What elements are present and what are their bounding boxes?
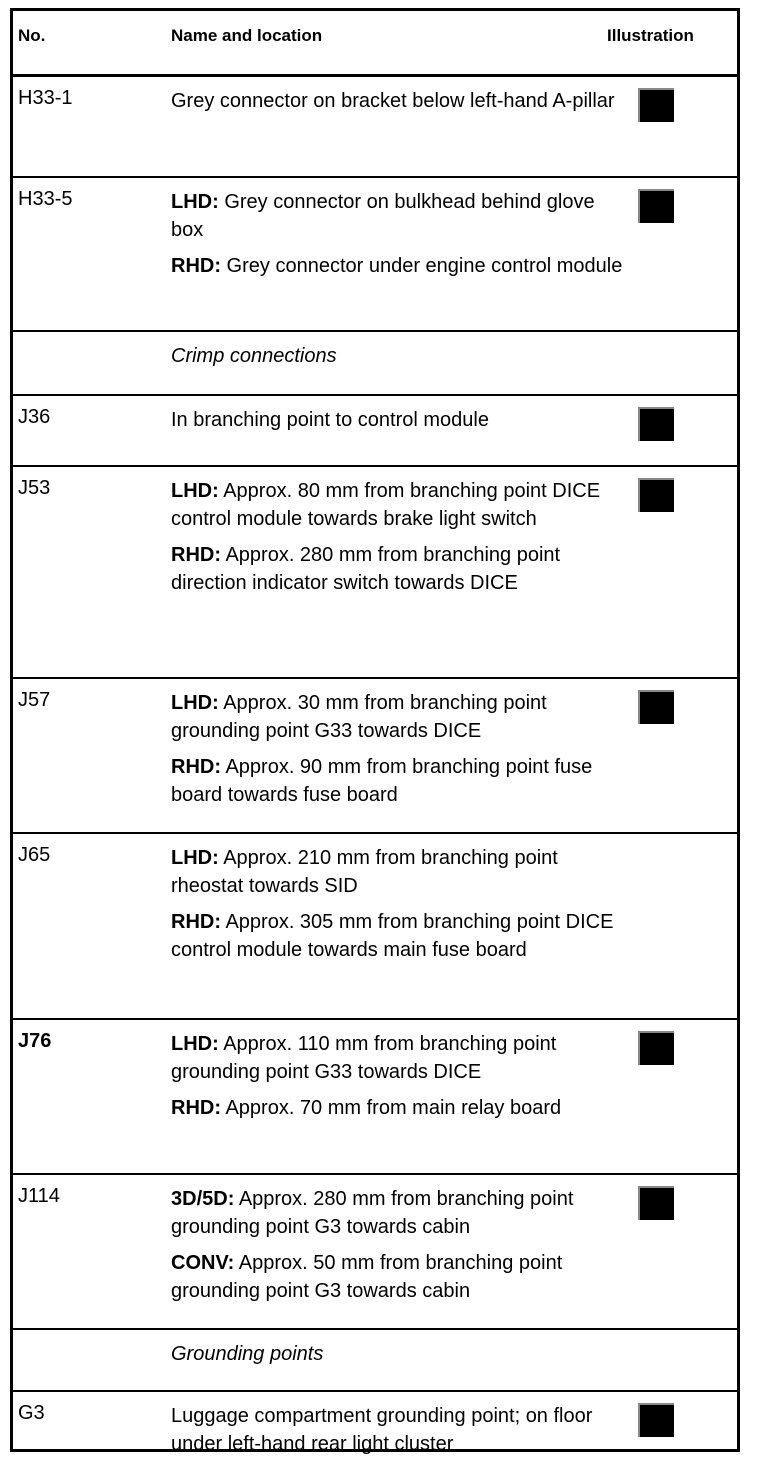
row-description — [171, 406, 631, 442]
description-paragraph — [171, 1094, 631, 1122]
row-description — [171, 477, 631, 605]
paragraph-text: Grey connector under engine control module — [221, 255, 623, 277]
row-description — [171, 844, 631, 972]
description-paragraph — [171, 753, 631, 809]
paragraph-tag: 3D/5D: — [171, 1188, 235, 1210]
row-number: H33-5 — [18, 188, 73, 210]
illustration-thumbnail[interactable] — [638, 690, 674, 724]
row-number: G3 — [18, 1402, 45, 1424]
description-paragraph — [171, 541, 631, 597]
paragraph-text: In branching point to control module — [171, 409, 489, 431]
paragraph-tag: LHD: — [171, 480, 219, 502]
paragraph-tag: RHD: — [171, 756, 221, 778]
description-paragraph — [171, 406, 631, 434]
table-row — [13, 679, 737, 834]
table-row — [13, 77, 737, 178]
description-paragraph — [171, 689, 631, 745]
illustration-thumbnail[interactable] — [638, 407, 674, 441]
section-row — [13, 1330, 737, 1392]
row-number: H33-1 — [18, 87, 73, 109]
paragraph-tag: RHD: — [171, 544, 221, 566]
description-paragraph — [171, 1030, 631, 1086]
table-header — [13, 11, 737, 77]
row-number: J76 — [18, 1030, 52, 1052]
section-heading: Crimp connections — [171, 345, 337, 367]
row-description — [171, 1185, 631, 1313]
description-paragraph — [171, 1185, 631, 1241]
table-row — [13, 1175, 737, 1330]
table-row — [13, 467, 737, 679]
description-paragraph — [171, 87, 631, 115]
header-illustration: Illustration — [607, 26, 694, 45]
row-number: J114 — [18, 1185, 60, 1207]
row-description — [171, 188, 631, 288]
description-paragraph — [171, 844, 631, 900]
paragraph-tag: LHD: — [171, 1033, 219, 1055]
paragraph-text: Approx. 280 mm from branching point direction indicator switch towards DICE — [171, 544, 561, 594]
paragraph-tag: LHD: — [171, 847, 219, 869]
paragraph-tag: LHD: — [171, 191, 219, 213]
paragraph-text: Approx. 280 mm from branching point grounding point G3 towards cabin — [171, 1188, 574, 1238]
row-description — [171, 1402, 631, 1466]
table-row — [13, 834, 737, 1020]
paragraph-text: Approx. 90 mm from branching point fuse board towards fuse board — [171, 756, 593, 806]
paragraph-text: Approx. 80 mm from branching point DICE control module towards brake light switch — [171, 480, 601, 530]
paragraph-text: Grey connector on bulkhead behind glove box — [171, 191, 595, 241]
row-number: J65 — [18, 844, 51, 866]
illustration-thumbnail[interactable] — [638, 189, 674, 223]
description-paragraph — [171, 477, 631, 533]
paragraph-tag: LHD: — [171, 692, 219, 714]
paragraph-text: Luggage compartment grounding point; on floor under left-hand rear light cluster — [171, 1405, 593, 1455]
paragraph-text: Approx. 30 mm from branching point grounding point G33 towards DICE — [171, 692, 547, 742]
illustration-thumbnail[interactable] — [638, 478, 674, 512]
description-paragraph — [171, 252, 631, 280]
row-number: J36 — [18, 406, 51, 428]
row-number: J53 — [18, 477, 51, 499]
illustration-thumbnail[interactable] — [638, 1186, 674, 1220]
description-paragraph — [171, 188, 631, 244]
connector-table — [10, 8, 740, 1455]
row-description — [171, 1030, 631, 1130]
header-name-location: Name and location — [171, 26, 323, 45]
section-heading: Grounding points — [171, 1343, 324, 1365]
section-row — [13, 332, 737, 396]
table-row — [13, 396, 737, 467]
description-paragraph — [171, 1402, 631, 1458]
table-row — [13, 1392, 737, 1455]
illustration-thumbnail[interactable] — [638, 1403, 674, 1437]
paragraph-text: Approx. 110 mm from branching point grounding point G33 towards DICE — [171, 1033, 557, 1083]
paragraph-text: Grey connector on bracket below left-hand A-pillar — [171, 90, 615, 112]
paragraph-tag: CONV: — [171, 1252, 235, 1274]
paragraph-tag: RHD: — [171, 911, 221, 933]
row-description — [171, 689, 631, 817]
paragraph-text: Approx. 305 mm from branching point DICE control module towards main fuse board — [171, 911, 614, 961]
paragraph-text: Approx. 70 mm from main relay board — [221, 1097, 562, 1119]
table-row — [13, 178, 737, 332]
illustration-thumbnail[interactable] — [638, 88, 674, 122]
paragraph-text: Approx. 50 mm from branching point grounding point G3 towards cabin — [171, 1252, 563, 1302]
paragraph-tag: RHD: — [171, 1097, 221, 1119]
paragraph-text: Approx. 210 mm from branching point rheostat towards SID — [171, 847, 558, 897]
illustration-thumbnail[interactable] — [638, 1031, 674, 1065]
description-paragraph — [171, 1249, 631, 1305]
table-row — [13, 1020, 737, 1175]
row-description — [171, 87, 631, 123]
paragraph-tag: RHD: — [171, 255, 221, 277]
row-number: J57 — [18, 689, 51, 711]
description-paragraph — [171, 908, 631, 964]
header-no: No. — [18, 26, 46, 45]
